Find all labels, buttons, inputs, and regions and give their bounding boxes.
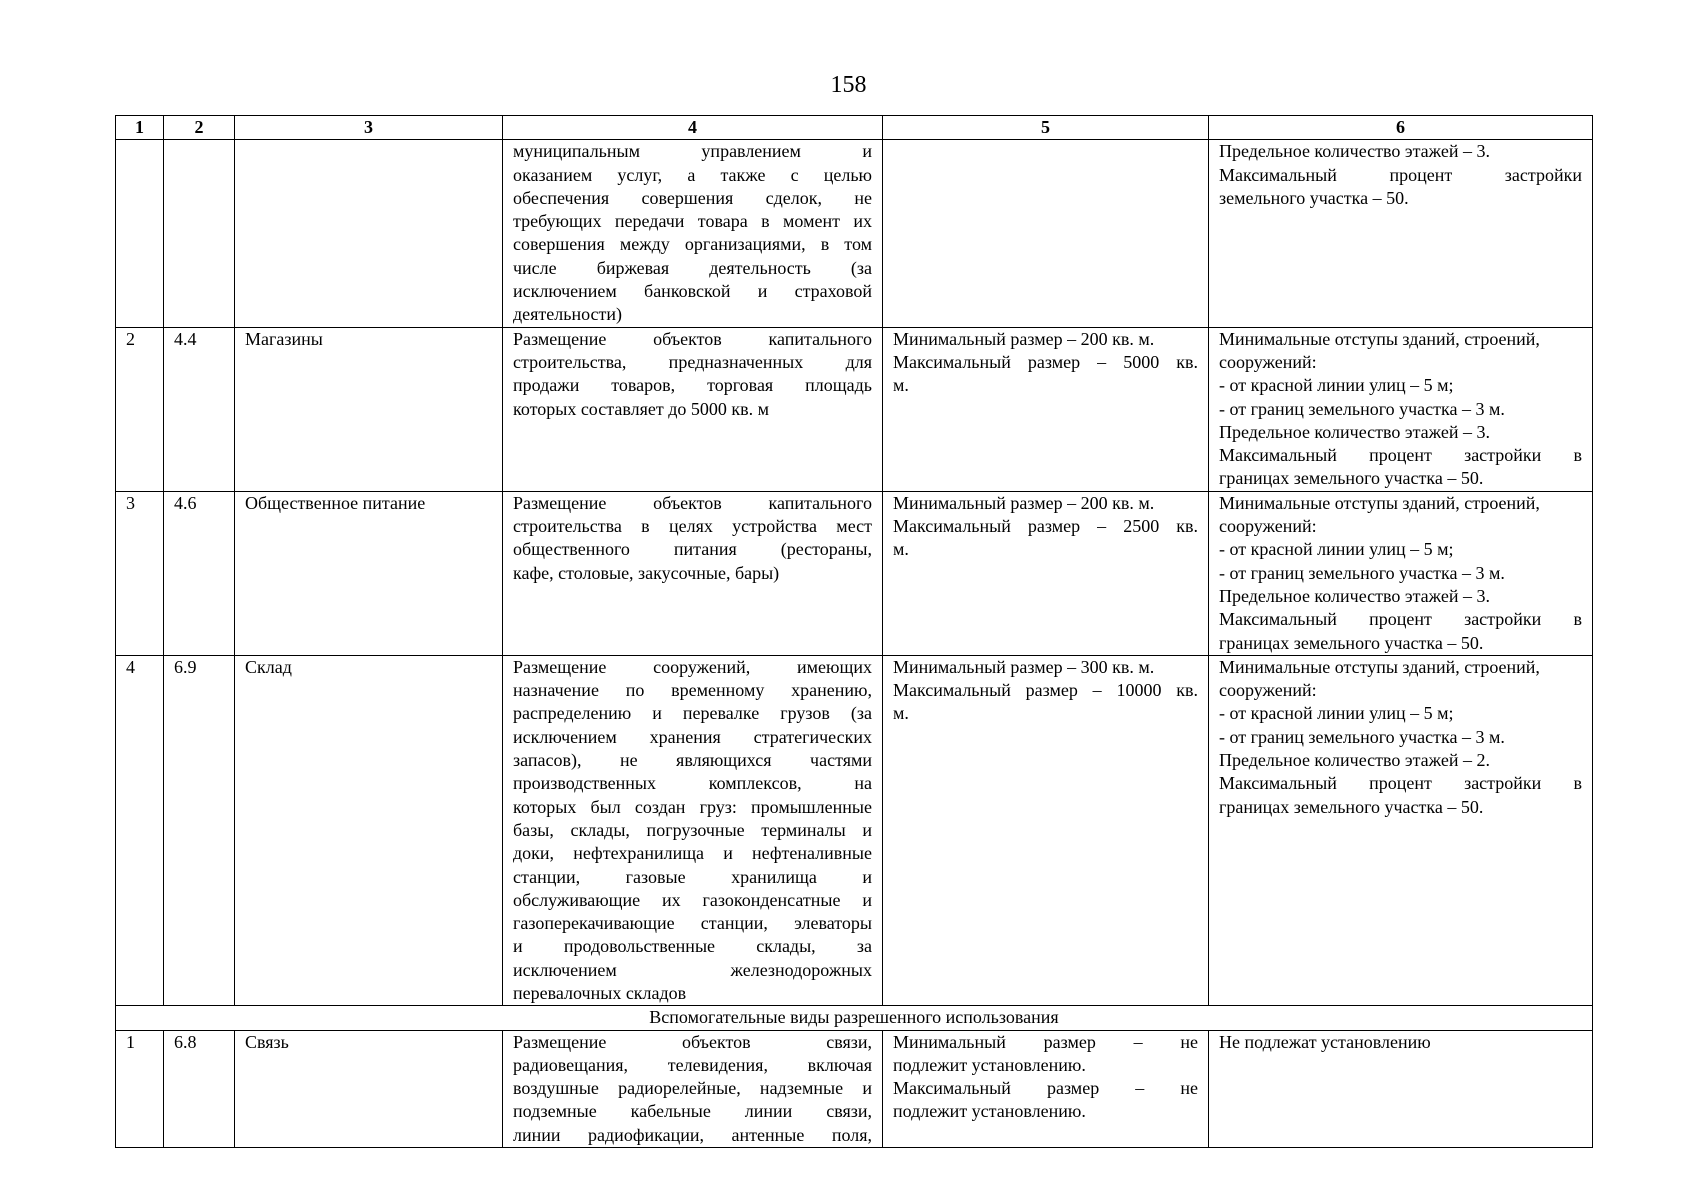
cell-size	[883, 491, 1209, 655]
text-line: Не подлежат установлению	[1219, 1031, 1431, 1052]
text-line: Размещение сооружений, имеющих	[513, 656, 872, 677]
text-line: подлежит установлению.	[893, 1101, 1086, 1122]
cell-num	[116, 140, 164, 327]
text-line: Максимальный процент застройки в	[1219, 445, 1582, 466]
text-line: кафе, столовые, закусочные, бары)	[513, 562, 780, 583]
text-line: обслуживающие их газоконденсатные и	[513, 889, 872, 910]
cell-name: Общественное питание	[235, 491, 503, 655]
text-line: обеспечения совершения сделок, не	[513, 187, 872, 208]
cell-size	[883, 140, 1209, 327]
text-line: Максимальный размер – 5000 кв.	[893, 351, 1198, 372]
page-number: 158	[830, 72, 867, 98]
text-line: совершения между организациями, в том	[513, 234, 872, 255]
text-line: которых был создан груз: промышленные	[513, 796, 872, 817]
cell-code: 6.8	[164, 1030, 235, 1147]
text-line: м.	[893, 539, 909, 560]
text-line: линии радиофикации, антенные поля,	[513, 1124, 872, 1145]
cell-name	[235, 140, 503, 327]
text-line: подлежит установлению.	[893, 1054, 1086, 1075]
table-row	[116, 655, 1593, 1005]
text-line: Максимальный размер – 10000 кв.	[893, 680, 1198, 701]
cell-description	[503, 655, 883, 1005]
cell-params	[1209, 491, 1593, 655]
cell-description	[503, 1030, 883, 1147]
text-line: общественного питания (рестораны,	[513, 539, 872, 560]
text-line: перевалочных складов	[513, 982, 687, 1003]
text-line: Минимальный размер – не	[893, 1031, 1198, 1052]
text-line: - от красной линии улиц – 5 м;	[1219, 375, 1454, 396]
section-title: Вспомогательные виды разрешенного использования	[116, 1006, 1593, 1030]
text-line: подземные кабельные линии связи,	[513, 1101, 872, 1122]
text-line: Минимальный размер – 200 кв. м.	[893, 492, 1155, 513]
header-col-4: 4	[503, 116, 883, 140]
regulations-table	[115, 115, 1593, 1148]
cell-params	[1209, 655, 1593, 1005]
text-line: границах земельного участка – 50.	[1219, 796, 1484, 817]
text-line: границах земельного участка – 50.	[1219, 468, 1484, 489]
table-row	[116, 327, 1593, 491]
cell-size	[883, 1030, 1209, 1147]
text-line: Размещение объектов капитального	[513, 328, 872, 349]
text-line: - от границ земельного участка – 3 м.	[1219, 562, 1505, 583]
text-line: Размещение объектов капитального	[513, 492, 872, 513]
text-line: и продовольственные склады, за	[513, 936, 872, 957]
cell-code: 4.6	[164, 491, 235, 655]
text-line: исключением хранения стратегических	[513, 726, 872, 747]
cell-name: Связь	[235, 1030, 503, 1147]
text-line: станции, газовые хранилища и	[513, 866, 872, 887]
header-col-5: 5	[883, 116, 1209, 140]
text-line: радиовещания, телевидения, включая	[513, 1054, 872, 1075]
cell-size	[883, 327, 1209, 491]
text-line: Предельное количество этажей – 3.	[1219, 585, 1490, 606]
cell-code: 4.4	[164, 327, 235, 491]
cell-description	[503, 140, 883, 327]
text-line: Максимальный процент застройки в	[1219, 609, 1582, 630]
text-line: Максимальный процент застройки	[1219, 164, 1582, 185]
header-col-1: 1	[116, 116, 164, 140]
text-line: м.	[893, 703, 909, 724]
table-header-row	[116, 116, 1593, 140]
cell-num: 4	[116, 655, 164, 1005]
cell-description	[503, 491, 883, 655]
text-line: Минимальные отступы зданий, строений,	[1219, 656, 1540, 677]
text-line: м.	[893, 375, 909, 396]
text-line: земельного участка – 50.	[1219, 187, 1409, 208]
text-line: Предельное количество этажей – 3.	[1219, 141, 1490, 162]
text-line: - от границ земельного участка – 3 м.	[1219, 398, 1505, 419]
cell-code: 6.9	[164, 655, 235, 1005]
text-line: требующих передачи товара в момент их	[513, 211, 872, 232]
table-row-continuation	[116, 140, 1593, 327]
text-line: сооружений:	[1219, 351, 1317, 372]
text-line: строительства, предназначенных для	[513, 351, 872, 372]
text-line: Максимальный размер – 2500 кв.	[893, 516, 1198, 537]
cell-code	[164, 140, 235, 327]
cell-params	[1209, 140, 1593, 327]
text-line: деятельности)	[513, 304, 623, 325]
text-line: запасов), не являющихся частями	[513, 750, 872, 771]
section-row	[116, 1006, 1593, 1030]
text-line: сооружений:	[1219, 516, 1317, 537]
cell-num: 3	[116, 491, 164, 655]
text-line: Максимальный размер – не	[893, 1078, 1198, 1099]
text-line: базы, склады, погрузочные терминалы и	[513, 819, 872, 840]
cell-size	[883, 655, 1209, 1005]
text-line: газоперекачивающие станции, элеваторы	[513, 913, 872, 934]
text-line: которых составляет до 5000 кв. м	[513, 398, 769, 419]
table-row	[116, 491, 1593, 655]
text-line: оказанием услуг, а также с целью	[513, 164, 872, 185]
text-line: исключением банковской и страховой	[513, 281, 872, 302]
table-row	[116, 1030, 1593, 1147]
cell-name: Магазины	[235, 327, 503, 491]
text-line: Предельное количество этажей – 2.	[1219, 750, 1490, 771]
text-line: муниципальным управлением и	[513, 141, 872, 162]
text-line: Минимальный размер – 200 кв. м.	[893, 328, 1155, 349]
text-line: Минимальные отступы зданий, строений,	[1219, 328, 1540, 349]
text-line: Предельное количество этажей – 3.	[1219, 421, 1490, 442]
text-line: доки, нефтехранилища и нефтеналивные	[513, 843, 872, 864]
text-line: Минимальный размер – 300 кв. м.	[893, 656, 1155, 677]
text-line: Минимальные отступы зданий, строений,	[1219, 492, 1540, 513]
text-line: сооружений:	[1219, 680, 1317, 701]
header-col-3: 3	[235, 116, 503, 140]
cell-params	[1209, 327, 1593, 491]
text-line: производственных комплексов, на	[513, 773, 872, 794]
header-col-6: 6	[1209, 116, 1593, 140]
text-line: Размещение объектов связи,	[513, 1031, 872, 1052]
text-line: - от красной линии улиц – 5 м;	[1219, 539, 1454, 560]
text-line: числе биржевая деятельность (за	[513, 257, 872, 278]
text-line: границах земельного участка – 50.	[1219, 632, 1484, 653]
text-line: продажи товаров, торговая площадь	[513, 375, 872, 396]
cell-description	[503, 327, 883, 491]
header-col-2: 2	[164, 116, 235, 140]
text-line: распределению и перевалке грузов (за	[513, 703, 872, 724]
text-line: воздушные радиорелейные, надземные и	[513, 1078, 872, 1099]
cell-name: Склад	[235, 655, 503, 1005]
text-line: - от красной линии улиц – 5 м;	[1219, 703, 1454, 724]
cell-num: 1	[116, 1030, 164, 1147]
cell-params	[1209, 1030, 1593, 1147]
text-line: - от границ земельного участка – 3 м.	[1219, 726, 1505, 747]
cell-num: 2	[116, 327, 164, 491]
text-line: назначение по временному хранению,	[513, 680, 872, 701]
text-line: исключением железнодорожных	[513, 959, 872, 980]
text-line: Максимальный процент застройки в	[1219, 773, 1582, 794]
text-line: строительства в целях устройства мест	[513, 516, 872, 537]
